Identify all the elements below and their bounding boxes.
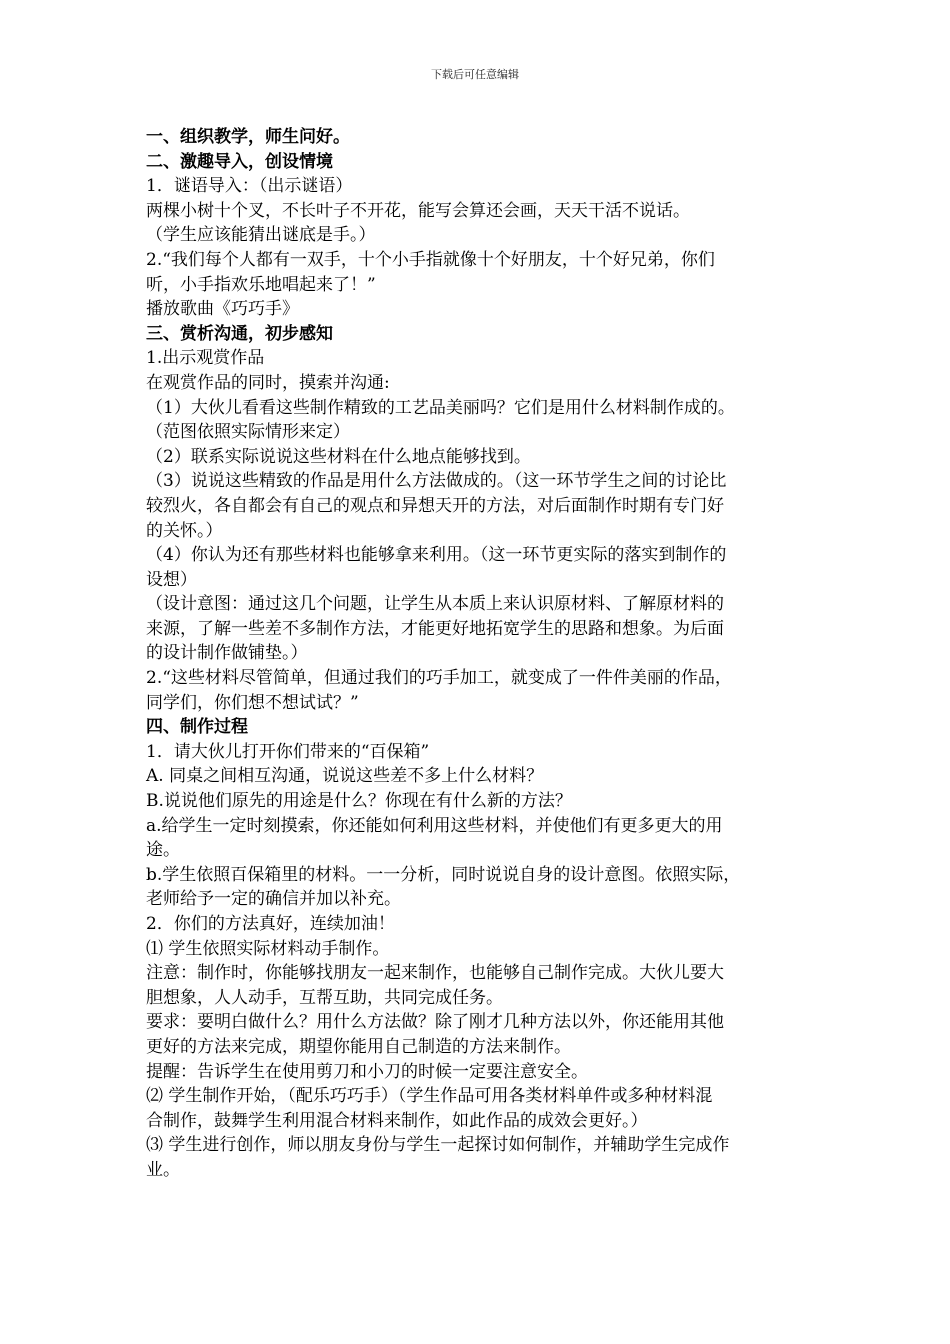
paragraph-line: ⑶ 学生进行创作，师以朋友身份与学生一起探讨如何制作，并辅助学生完成作 <box>146 1135 730 1156</box>
paragraph-line: （1）大伙儿看看这些制作精致的工艺品美丽吗？它们是用什么材料制作成的。 <box>146 397 735 418</box>
paragraph-line: 老师给予一定的确信并加以补充。 <box>146 889 401 910</box>
section-heading: 四、制作过程 <box>146 717 248 738</box>
paragraph-line: （2）联系实际说说这些材料在什么地点能够找到。 <box>146 446 531 467</box>
paragraph-line: 1.出示观赏作品 <box>146 348 265 369</box>
paragraph-line: （设计意图：通过这几个问题，让学生从本质上来认识原材料、了解原材料的 <box>146 594 724 615</box>
page-header: 下载后可任意编辑 <box>431 68 519 81</box>
paragraph-line: 更好的方法来完成，期望你能用自己制造的方法来制作。 <box>146 1036 571 1057</box>
paragraph-line: A. 同桌之间相互沟通，说说这些差不多上什么材料？ <box>146 766 544 787</box>
paragraph-line: 来源，了解一些差不多制作方法，才能更好地拓宽学生的思路和想象。为后面 <box>146 618 724 639</box>
paragraph-line: 设想） <box>146 569 197 590</box>
paragraph-line: 的设计制作做铺垫。） <box>146 643 308 664</box>
paragraph-line: B.说说他们原先的用途是什么？你现在有什么新的方法？ <box>146 791 572 812</box>
paragraph-line: 播放歌曲《巧巧手》 <box>146 299 299 320</box>
document-body <box>146 125 816 1183</box>
paragraph-line: 在观赏作品的同时，摸索并沟通: <box>146 372 390 393</box>
section-heading: 二、激趣导入，创设情境 <box>146 151 333 172</box>
paragraph-line: 2.“我们每个人都有一双手，十个小手指就像十个好朋友，十个好兄弟，你们 <box>146 249 715 270</box>
paragraph-line: 的关怀。） <box>146 520 223 541</box>
paragraph-line: 胆想象，人人动手，互帮互助，共同完成任务。 <box>146 987 503 1008</box>
paragraph-line: 1．谜语导入：（出示谜语） <box>146 176 353 197</box>
paragraph-line: 2.“这些材料尽管简单，但通过我们的巧手加工，就变成了一件件美丽的作品， <box>146 668 732 689</box>
paragraph-line: （3）说说这些精致的作品是用什么方法做成的。（这一环节学生之间的讨论比 <box>146 471 727 492</box>
paragraph-line: （范图依照实际情形来定） <box>146 422 350 443</box>
paragraph-line: （学生应该能猜出谜底是手。） <box>146 225 376 246</box>
paragraph-line: ⑵ 学生制作开始，（配乐巧巧手）（学生作品可用各类材料单件或多种材料混 <box>146 1086 713 1107</box>
paragraph-line: （4）你认为还有那些材料也能够拿来利用。（这一环节更实际的落实到制作的 <box>146 545 727 566</box>
paragraph-line: 听，小手指欢乐地唱起来了！” <box>146 274 376 295</box>
paragraph-line: 业。 <box>146 1159 180 1180</box>
paragraph-line: b.学生依照百保箱里的材料。一一分析，同时说说自身的设计意图。依照实际， <box>146 864 741 885</box>
paragraph-line: 同学们，你们想不想试试？” <box>146 692 359 713</box>
paragraph-line: 2．你们的方法真好，连续加油！ <box>146 914 395 934</box>
paragraph-line: 合制作，鼓舞学生利用混合材料来制作，如此作品的成效会更好。） <box>146 1110 648 1131</box>
paragraph-line: 提醒：告诉学生在使用剪刀和小刀的时候一定要注意安全。 <box>146 1061 588 1082</box>
paragraph-line: 两棵小树十个叉，不长叶子不开花，能写会算还会画，天天干活不说话。 <box>146 200 690 221</box>
paragraph-line: 1．请大伙儿打开你们带来的“百保箱” <box>146 741 430 762</box>
paragraph-line: 注意：制作时，你能够找朋友一起来制作，也能够自己制作完成。大伙儿要大 <box>146 963 724 984</box>
section-heading: 三、赏析沟通，初步感知 <box>146 323 333 344</box>
paragraph-line: a.给学生一定时刻摸索，你还能如何利用这些材料，并使他们有更多更大的用 <box>146 815 723 836</box>
paragraph-line: 途。 <box>146 840 180 861</box>
paragraph-line: 要求：要明白做什么？用什么方法做？除了刚才几种方法以外，你还能用其他 <box>146 1012 724 1033</box>
paragraph-line: 较烈火，各自都会有自己的观点和异想天开的方法，对后面制作时期有专门好 <box>146 495 724 516</box>
section-heading: 一、组织教学，师生问好。 <box>146 127 350 147</box>
paragraph-line: ⑴ 学生依照实际材料动手制作。 <box>146 938 390 959</box>
